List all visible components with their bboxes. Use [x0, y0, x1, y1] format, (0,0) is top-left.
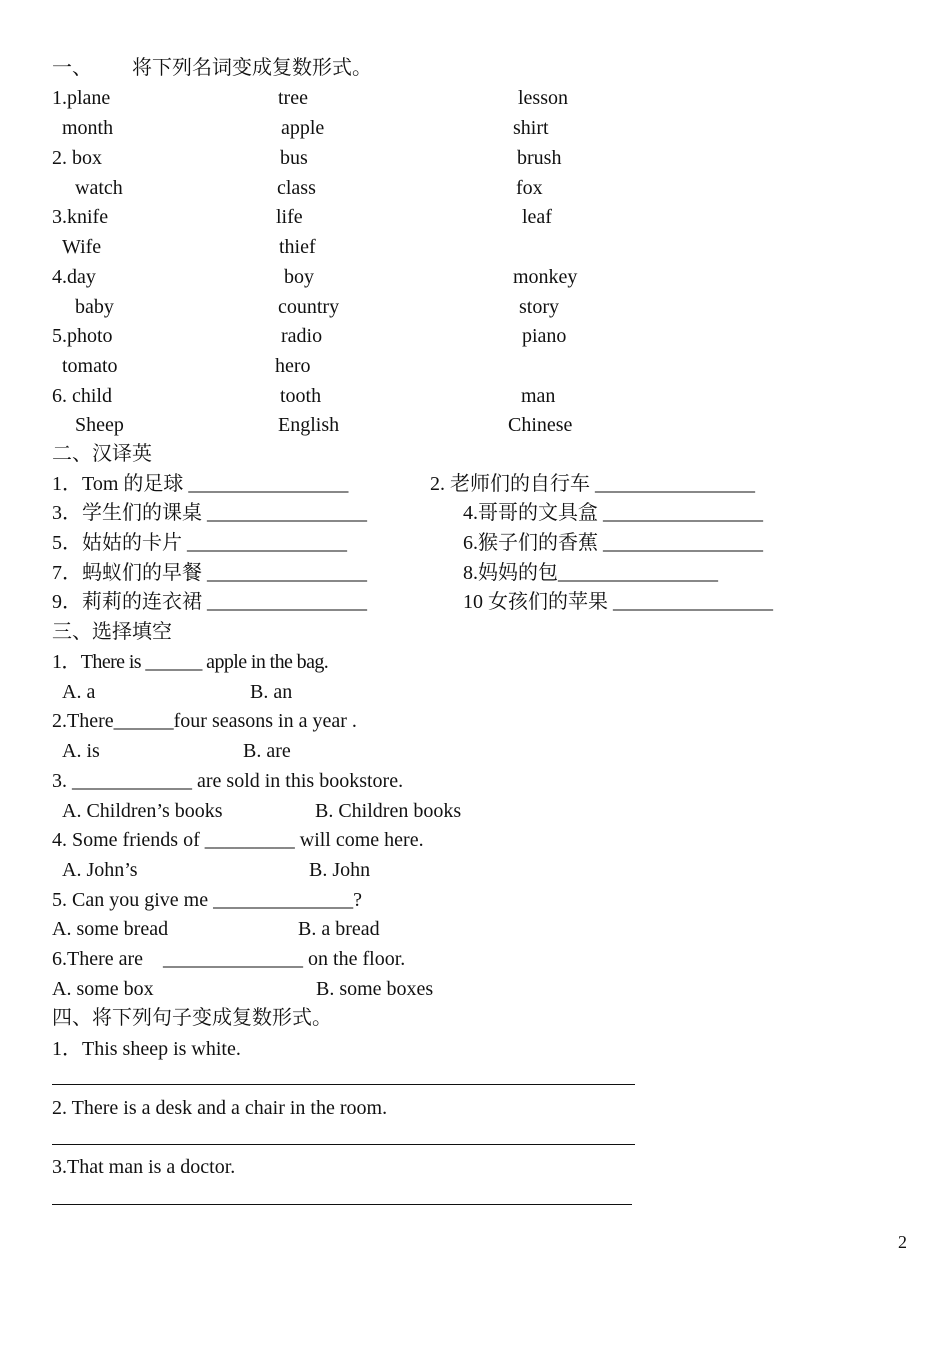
section2-title-line [0, 439, 950, 469]
section1-title: 将下列名词变成复数形式。 [132, 57, 372, 79]
noun-row [0, 202, 950, 232]
options-line [0, 914, 950, 944]
translation-row [0, 558, 950, 588]
question-3: 3. ____________ are sold in this bookstore. [52, 770, 404, 792]
answer-line [52, 1204, 632, 1205]
options-line [0, 974, 950, 1004]
noun-item: watch [75, 177, 123, 199]
question-line [0, 885, 950, 915]
answer-line [52, 1144, 635, 1145]
translation-item: 7．蚂蚁们的早餐 ________________ [52, 562, 367, 584]
noun-item: Wife [62, 236, 102, 258]
noun-item: Chinese [508, 414, 573, 436]
sentence-line [0, 1034, 950, 1064]
noun-item: life [276, 206, 303, 228]
translation-item: 5．姑姑的卡片 ________________ [52, 532, 347, 554]
noun-item: month [62, 117, 114, 139]
noun-item: lesson [518, 87, 568, 109]
noun-item: boy [284, 266, 314, 288]
noun-row [0, 292, 950, 322]
sentence-3: 3.That man is a doctor. [52, 1156, 236, 1178]
noun-row [0, 173, 950, 203]
options-line [0, 736, 950, 766]
noun-row [0, 113, 950, 143]
option-b: B. an [250, 681, 293, 703]
option-a: A. Children’s books [62, 800, 223, 822]
translation-row [0, 528, 950, 558]
noun-item: story [519, 296, 559, 318]
section3-title: 三、选择填空 [52, 621, 172, 643]
option-b: B. John [309, 859, 371, 881]
noun-item: thief [279, 236, 316, 258]
translation-row [0, 498, 950, 528]
noun-item: 3.knife [52, 206, 109, 228]
section1-title-line [0, 53, 950, 83]
noun-item: piano [522, 325, 567, 347]
question-line [0, 647, 950, 677]
noun-row [0, 351, 950, 381]
noun-row [0, 232, 950, 262]
question-line [0, 766, 950, 796]
sentence-1: 1．This sheep is white. [52, 1038, 241, 1060]
question-5: 5. Can you give me ______________? [52, 889, 362, 911]
options-line [0, 855, 950, 885]
noun-row [0, 262, 950, 292]
section1-number: 一、 [52, 57, 92, 79]
answer-line [52, 1084, 635, 1085]
option-b: B. Children books [315, 800, 462, 822]
options-line [0, 796, 950, 826]
option-a: A. a [62, 681, 96, 703]
translation-item: 3．学生们的课桌 ________________ [52, 502, 367, 524]
option-a: A. John’s [62, 859, 138, 881]
option-b: B. a bread [298, 918, 380, 940]
options-line [0, 677, 950, 707]
noun-item: shirt [513, 117, 549, 139]
noun-item: fox [516, 177, 543, 199]
translation-row [0, 587, 950, 617]
question-1: 1．There is ______ apple in the bag. [52, 651, 329, 673]
noun-item: English [278, 414, 340, 436]
translation-item: 6.猴子们的香蕉 ________________ [463, 532, 763, 554]
noun-row [0, 381, 950, 411]
option-a: A. is [62, 740, 100, 762]
noun-item: Sheep [75, 414, 124, 436]
noun-item: apple [281, 117, 325, 139]
sentence-line [0, 1093, 950, 1123]
question-6: 6.There are ______________ on the floor. [52, 948, 406, 970]
translation-item: 2. 老师们的自行车 ________________ [430, 473, 755, 495]
noun-row [0, 83, 950, 113]
noun-item: radio [281, 325, 323, 347]
noun-item: tooth [280, 385, 322, 407]
noun-item: monkey [513, 266, 578, 288]
section4-title-line [0, 1003, 950, 1033]
option-a: A. some bread [52, 918, 169, 940]
page-number: 2 [898, 1232, 907, 1252]
option-b: B. some boxes [316, 978, 434, 1000]
noun-item: 6. child [52, 385, 112, 407]
question-2: 2.There______four seasons in a year . [52, 710, 357, 732]
option-a: A. some box [52, 978, 154, 1000]
noun-item: country [278, 296, 340, 318]
translation-row [0, 469, 950, 499]
translation-item: 10 女孩们的苹果 ________________ [463, 591, 773, 613]
noun-item: 4.day [52, 266, 96, 288]
noun-item: leaf [522, 206, 552, 228]
noun-item: 2. box [52, 147, 102, 169]
section3-title-line [0, 617, 950, 647]
noun-item: tree [278, 87, 308, 109]
noun-row [0, 410, 950, 440]
section2-title: 二、汉译英 [52, 443, 152, 465]
translation-item: 4.哥哥的文具盒 ________________ [463, 502, 763, 524]
noun-item: 1.plane [52, 87, 111, 109]
question-line [0, 706, 950, 736]
section4-title: 四、将下列句子变成复数形式。 [52, 1007, 332, 1029]
noun-item: hero [275, 355, 311, 377]
noun-item: bus [280, 147, 308, 169]
sentence-line [0, 1152, 950, 1182]
noun-item: man [521, 385, 556, 407]
question-line [0, 825, 950, 855]
question-4: 4. Some friends of _________ will come here. [52, 829, 424, 851]
noun-item: class [277, 177, 316, 199]
noun-item: brush [517, 147, 562, 169]
translation-item: 1．Tom 的足球 ________________ [52, 473, 349, 495]
translation-item: 9．莉莉的连衣裙 ________________ [52, 591, 367, 613]
noun-row [0, 321, 950, 351]
noun-item: 5.photo [52, 325, 113, 347]
sentence-2: 2. There is a desk and a chair in the room. [52, 1097, 388, 1119]
noun-row [0, 143, 950, 173]
question-line [0, 944, 950, 974]
noun-item: baby [75, 296, 114, 318]
option-b: B. are [243, 740, 291, 762]
translation-item: 8.妈妈的包________________ [463, 562, 718, 584]
noun-item: tomato [62, 355, 118, 377]
